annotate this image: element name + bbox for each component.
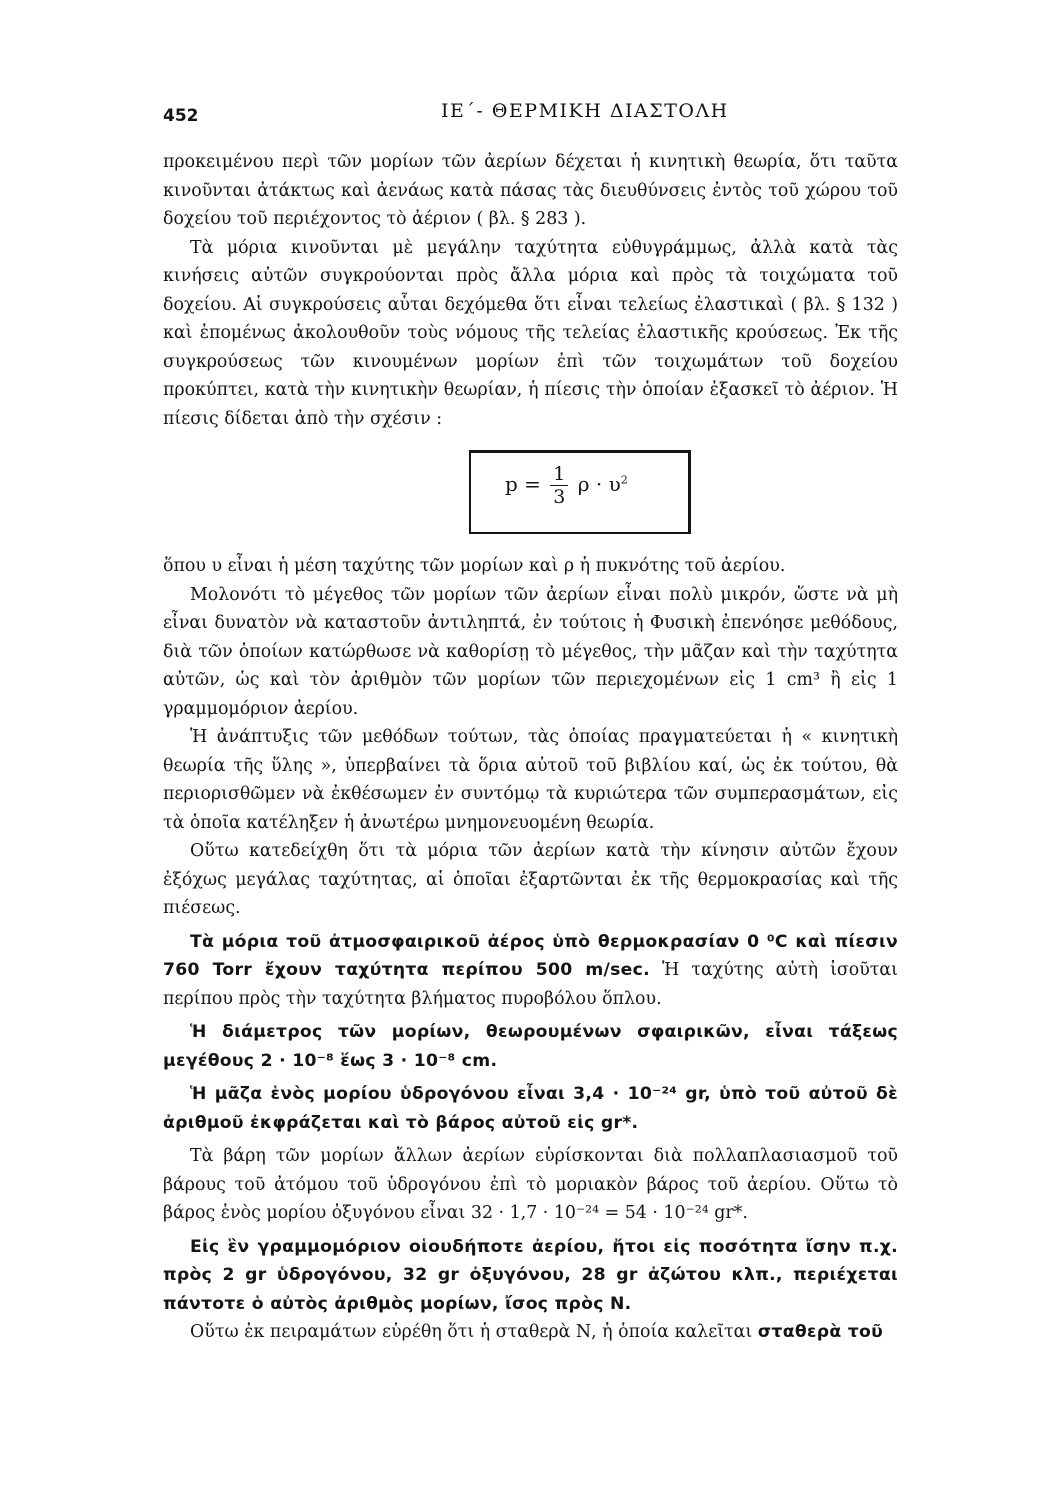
running-title: ΙΕ΄- ΘΕΡΜΙΚΗ ΔΙΑΣΤΟΛΗ bbox=[441, 100, 729, 122]
paragraph-molecular-weights: Τὰ βάρη τῶν μορίων ἄλλων ἀερίων εὑρίσκονται διὰ πολλαπλασιασμοῦ τοῦ βάρους τοῦ ἀτόμου τοῦ ὑδρογόνου ἐπὶ τὸ μοριακὸν βάρος τοῦ ἀερίου. Οὕτω τὸ βάρος ἑνὸς μορίου ὀξυγόνου εἶναι 32 · 1,7 · 10⁻²⁴ = 54 · 10⁻²⁴ gr*. bbox=[163, 1146, 898, 1223]
formula-fraction bbox=[550, 463, 568, 508]
paragraph-definitions: ὅπου υ εἶναι ἡ μέση ταχύτης τῶν μορίων καὶ ρ ἡ πυκνότης τοῦ ἀερίου. bbox=[163, 556, 786, 576]
formula-exponent: 2 bbox=[620, 473, 628, 487]
page-number: 452 bbox=[163, 106, 199, 126]
pressure-formula bbox=[505, 463, 628, 508]
formula-rhs: ρ · υ bbox=[577, 472, 621, 496]
paragraph-methods: Ἡ ἀνάπτυξις τῶν μεθόδων τούτων, τὰς ὁποίας πραγματεύεται ἡ « κινητικὴ θεωρία τῆς ὕλης », ὑπερβαίνει τὰ ὅρια αὐτοῦ τοῦ βιβλίου καί, ὡς ἐκ τούτου, θὰ περιορισθῶμεν νὰ ἐκθέσωμεν ἐν συντόμῳ τὰ κυριώτερα τῶν συμπερασμάτων, εἰς τὰ ὁποῖα κατέληξεν ἡ ἀνωτέρω μνημονευομένη θεωρία. bbox=[163, 727, 898, 833]
paragraph-hydrogen-mass: Ἡ μᾶζα ἑνὸς μορίου ὑδρογόνου εἶναι 3,4 · 10⁻²⁴ gr, ὑπὸ τοῦ αὐτοῦ δὲ ἀριθμοῦ ἐκφράζεται καὶ τὸ βάρος αὐτοῦ εἰς gr*. bbox=[163, 1084, 898, 1133]
pressure-formula-box bbox=[469, 450, 691, 534]
fraction-numerator: 1 bbox=[550, 463, 568, 486]
avogadro-text: Οὕτω ἐκ πειραμάτων εὑρέθη ὅτι ἡ σταθερὰ Ν, ἡ ὁποία καλεῖται bbox=[190, 1322, 758, 1342]
paragraph-gram-mole: Εἰς ἓν γραμμομόριον οἱουδήποτε ἀερίου, ἤτοι εἰς ποσότητα ἴσην π.χ. πρὸς 2 gr ὑδρογόνου, 32 gr ὀξυγόνου, 28 gr ἀζώτου κλπ., περιέχεται πάντοτε ὁ αὐτὸς ἀριθμὸς μορίων, ἴσος πρὸς Ν. bbox=[163, 1236, 898, 1314]
paragraph-kinetic-theory: προκειμένου περὶ τῶν μορίων τῶν ἀερίων δέχεται ἡ κινητικὴ θεωρία, ὅτι ταῦτα κινοῦνται ἀτάκτως καὶ ἀενάως κατὰ πάσας τὰς διευθύνσεις ἐντὸς τοῦ χώρου τοῦ δοχείου τοῦ περιέχοντος τὸ ἀέριον ( βλ. § 283 ). bbox=[163, 152, 898, 229]
paragraph-air-velocity bbox=[163, 928, 898, 1014]
paragraph-avogadro bbox=[163, 1318, 898, 1347]
paragraph-collisions: Τὰ μόρια κινοῦνται μὲ μεγάλην ταχύτητα εὐθυγράμμως, ἀλλὰ κατὰ τὰς κινήσεις αὐτῶν συγκρούονται πρὸς ἄλλα μόρια καὶ πρὸς τὰ τοιχώματα τοῦ δοχείου. Αἱ συγκρούσεις αὗται δεχόμεθα ὅτι εἶναι τελείως ἐλαστικαὶ ( βλ. § 132 ) καὶ ἑπομένως ἀκολουθοῦν τοὺς νόμους τῆς τελείας ἐλαστικῆς κρούσεως. Ἐκ τῆς συγκρούσεως τῶν κινουμένων μορίων ἐπὶ τῶν τοιχωμάτων τοῦ δοχείου προκύπτει, κατὰ τὴν κινητικὴν θεωρίαν, ἡ πίεσις τὴν ὁποίαν ἐξασκεῖ τὸ ἀέριον. Ἡ πίεσις δίδεται ἀπὸ τὴν σχέσιν : bbox=[163, 237, 898, 429]
paragraph-molecule-size: Μολονότι τὸ μέγεθος τῶν μορίων τῶν ἀερίων εἶναι πολὺ μικρόν, ὥστε νὰ μὴ εἶναι δυνατὸν νὰ καταστοῦν ἀντιληπτά, ἐν τούτοις ἡ Φυσικὴ ἐπενόησε μεθόδους, διὰ τῶν ὁποίων κατώρθωσε νὰ καθορίσῃ τὸ μέγεθος, τὴν μᾶζαν καὶ τὴν ταχύτητα αὐτῶν, ὡς καὶ τὸν ἀριθμὸν τῶν μορίων τῶν περιεχομένων εἰς 1 cm³ ἢ εἰς 1 γραμμομόριον ἀερίου. bbox=[163, 584, 898, 719]
formula-lhs: p = bbox=[505, 472, 541, 496]
fraction-denominator: 3 bbox=[553, 486, 566, 508]
air-velocity-rest: Ἡ ταχύτης αὐτὴ ἰσοῦται περίπου πρὸς τὴν ταχύτητα βλήματος πυροβόλου ὅπλου. bbox=[163, 960, 898, 1009]
avogadro-bold: σταθερὰ τοῦ bbox=[757, 1322, 884, 1342]
air-velocity-bold: Τὰ μόρια τοῦ ἀτμοσφαιρικοῦ ἀέρος ὑπὸ θερμοκρασίαν 0 ⁰C καὶ πίεσιν 760 Torr ἔχουν ταχύτητα περίπου 500 m/sec. bbox=[163, 931, 898, 980]
body-text bbox=[163, 148, 898, 1347]
paragraph-diameter: Ἡ διάμετρος τῶν μορίων, θεωρουμένων σφαιρικῶν, εἶναι τάξεως μεγέθους 2 · 10⁻⁸ ἕως 3 · 10⁻⁸ cm. bbox=[163, 1022, 898, 1071]
paragraph-velocities: Οὕτω κατεδείχθη ὅτι τὰ μόρια τῶν ἀερίων κατὰ τὴν κίνησιν αὐτῶν ἔχουν ἐξόχως μεγάλας ταχύτητας, αἱ ὁποῖαι ἐξαρτῶνται ἐκ τῆς θερμοκρασίας καὶ τῆς πιέσεως. bbox=[163, 841, 898, 918]
page-header bbox=[163, 100, 898, 130]
